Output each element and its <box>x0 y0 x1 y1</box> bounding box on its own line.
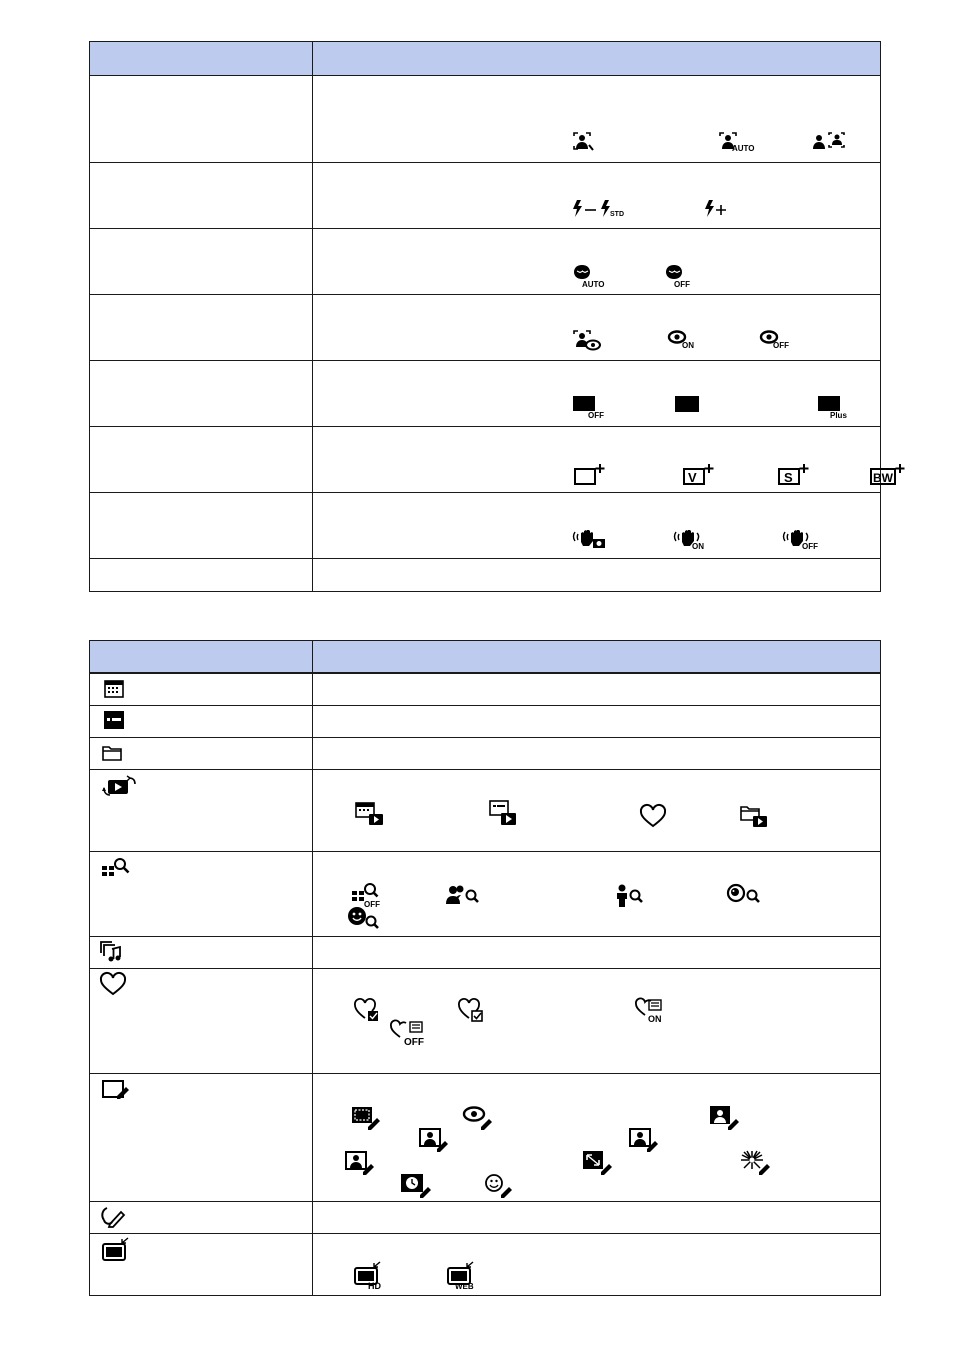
table-row <box>90 295 881 361</box>
fav-off-icon <box>390 1020 430 1048</box>
portrait-touch-icon <box>572 132 596 152</box>
filter-child-icon <box>616 884 648 908</box>
row-label <box>90 706 313 738</box>
row-label <box>90 163 313 229</box>
flash-minus-icon <box>572 200 600 218</box>
header-col-1 <box>90 42 313 76</box>
redeye-auto-icon <box>572 330 602 352</box>
row-label <box>90 969 313 1074</box>
row-label <box>90 770 313 852</box>
retouch-icon <box>102 1078 132 1100</box>
dro-off-icon <box>573 396 609 420</box>
folder-icon <box>102 744 122 762</box>
playback-table <box>89 640 881 1296</box>
color-vivid-icon <box>683 464 715 486</box>
svg-text:ON: ON <box>648 1014 662 1024</box>
table-header <box>90 641 881 674</box>
svg-text:OFF: OFF <box>364 900 380 909</box>
row-label <box>90 1234 313 1296</box>
row-description <box>313 493 881 559</box>
header-col-2 <box>313 42 881 76</box>
row-description <box>313 76 881 163</box>
fav-on-icon <box>635 998 669 1024</box>
table-row <box>90 76 881 163</box>
row-label <box>90 852 313 937</box>
paint-icon <box>100 1206 126 1228</box>
retouch-portrait-icon <box>710 1106 742 1130</box>
table-row <box>90 1202 881 1234</box>
table-row <box>90 427 881 493</box>
retouch-crop-icon <box>583 1151 615 1175</box>
calendar-icon <box>104 680 124 698</box>
row-description <box>313 673 881 706</box>
row-label <box>90 229 313 295</box>
retouch-redeye-icon <box>463 1106 495 1130</box>
svg-text:HD: HD <box>368 1281 381 1291</box>
flash-std-icon <box>600 200 630 218</box>
row-description <box>313 1074 881 1202</box>
filter-baby-icon <box>727 883 763 907</box>
table-row <box>90 163 881 229</box>
fav-add-icon <box>354 999 382 1023</box>
table-row <box>90 852 881 937</box>
table-row <box>90 1074 881 1202</box>
table-header <box>90 42 881 76</box>
color-bw-icon <box>870 464 906 486</box>
row-label <box>90 493 313 559</box>
slideshow-icon <box>102 776 136 798</box>
row-description <box>313 1202 881 1234</box>
redeye-on-icon <box>668 330 698 352</box>
svg-text:ON: ON <box>692 542 704 551</box>
row-label <box>90 937 313 969</box>
table-row <box>90 738 881 770</box>
fav-add-check-icon <box>458 999 486 1023</box>
table-row <box>90 673 881 706</box>
row-description <box>313 427 893 493</box>
retouch-radial-icon <box>741 1151 773 1175</box>
filter-off-icon <box>352 882 384 908</box>
slideshow-index-icon <box>489 800 519 826</box>
svg-text:AUTO: AUTO <box>582 280 605 289</box>
portrait-auto-icon <box>718 132 755 154</box>
row-label <box>90 673 313 706</box>
row-description <box>313 559 881 592</box>
retouch-clock-icon <box>401 1174 435 1198</box>
row-description <box>313 163 881 229</box>
image-index-icon <box>104 711 124 729</box>
color-sepia-icon <box>778 464 810 486</box>
table-row <box>90 1234 881 1296</box>
header-col-2 <box>313 641 881 674</box>
svg-text:OFF: OFF <box>773 341 789 350</box>
row-label <box>90 1202 313 1234</box>
row-description <box>313 969 881 1074</box>
upload-web-icon <box>447 1262 481 1290</box>
table-row <box>90 493 881 559</box>
row-description <box>313 937 881 969</box>
row-label <box>90 427 313 493</box>
svg-text:Plus: Plus <box>830 411 847 420</box>
svg-text:OFF: OFF <box>588 411 604 420</box>
retouch-portrait2-icon <box>419 1128 451 1152</box>
table-row <box>90 937 881 969</box>
color-standard-icon <box>574 464 606 486</box>
music-tool-icon <box>100 941 124 963</box>
svg-text:OFF: OFF <box>802 542 818 551</box>
svg-text:BW: BW <box>873 471 893 485</box>
settings-table <box>89 41 893 592</box>
favorites-heart-icon <box>640 806 666 828</box>
svg-text:OFF: OFF <box>404 1037 424 1048</box>
row-description <box>313 706 881 738</box>
table-row <box>90 770 881 852</box>
retouch-smile-icon <box>485 1174 517 1198</box>
filter-smile-icon <box>347 906 381 932</box>
row-label <box>90 738 313 770</box>
row-description <box>313 852 881 937</box>
retouch-portrait3-icon <box>629 1128 661 1152</box>
table-row <box>90 969 881 1074</box>
upload-tv-icon <box>102 1238 130 1262</box>
svg-text:STD: STD <box>610 211 624 218</box>
svg-text:ON: ON <box>682 341 694 350</box>
table-row <box>90 229 881 295</box>
svg-text:D-R: D-R <box>820 400 838 411</box>
svg-text:OFF: OFF <box>674 280 690 289</box>
slideshow-calendar-icon <box>355 802 385 826</box>
svg-text:D-R: D-R <box>575 400 593 411</box>
row-label <box>90 559 313 592</box>
table-row <box>90 361 881 427</box>
row-description <box>313 738 881 770</box>
row-label <box>90 295 313 361</box>
svg-text:AUTO: AUTO <box>732 144 755 153</box>
svg-text:WEB: WEB <box>455 1282 474 1291</box>
blink-auto-icon <box>574 264 604 288</box>
row-description <box>313 770 881 852</box>
svg-text:S: S <box>784 470 793 485</box>
group-portrait-icon <box>813 132 847 152</box>
svg-text:D-R: D-R <box>677 400 695 411</box>
slideshow-folder-icon <box>740 804 770 828</box>
row-description <box>313 1234 881 1296</box>
favorites-icon <box>100 974 126 996</box>
steadyshot-on-icon <box>673 528 709 550</box>
dro-standard-icon <box>675 396 701 414</box>
filter-people-icon <box>446 884 482 906</box>
svg-text:V: V <box>688 470 697 485</box>
redeye-off-icon <box>760 330 792 352</box>
dro-plus-icon <box>818 396 854 420</box>
row-description <box>313 361 881 427</box>
filter-search-icon <box>102 857 130 879</box>
row-description <box>313 295 881 361</box>
table-row <box>90 706 881 738</box>
blink-off-icon <box>666 264 696 288</box>
steadyshot-off-icon <box>782 528 822 550</box>
header-col-1 <box>90 641 313 674</box>
retouch-portrait4-icon <box>345 1151 377 1175</box>
row-label <box>90 1074 313 1202</box>
table-row <box>90 559 881 592</box>
upload-hd-icon <box>354 1262 388 1290</box>
row-description <box>313 229 881 295</box>
row-label <box>90 76 313 163</box>
row-label <box>90 361 313 427</box>
retouch-trim-icon <box>351 1106 381 1130</box>
flash-plus-icon <box>704 200 730 218</box>
steadyshot-auto-icon <box>572 528 608 550</box>
